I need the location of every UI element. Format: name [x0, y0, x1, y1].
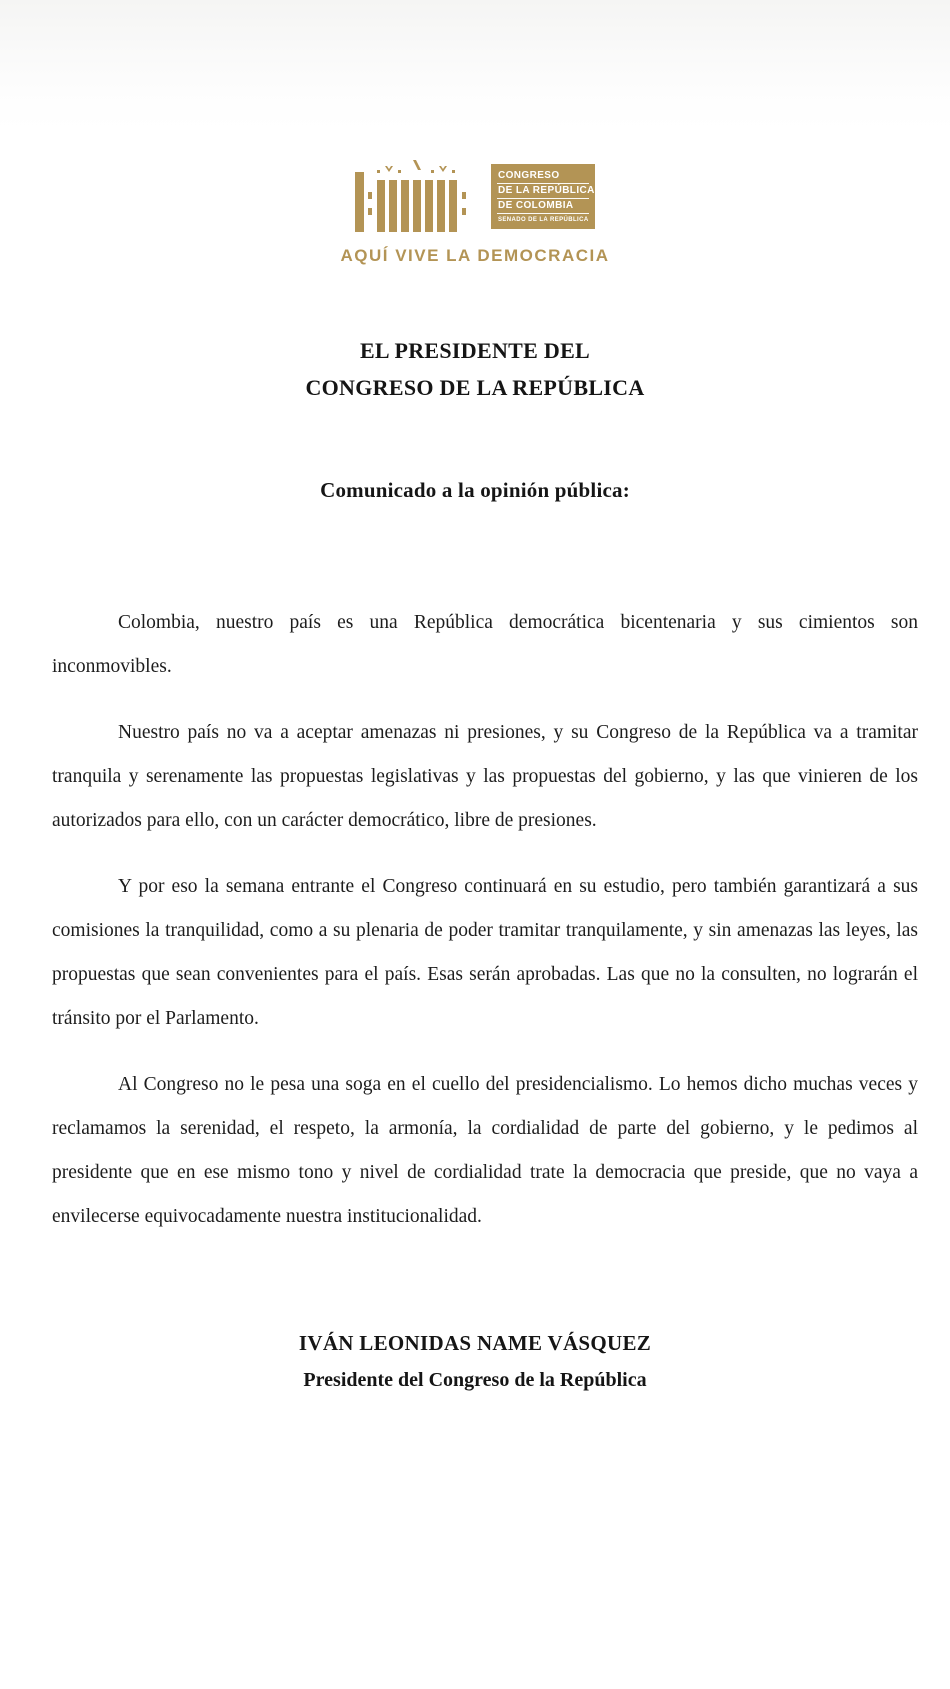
paragraph: Al Congreso no le pesa una soga en el cuello del presidencialismo. Lo hemos dicho muchas veces y reclamamos la serenidad, el respeto, la armonía, la cordialidad de parte del gobierno, y le pedimos al presidente que en ese mismo tono y nivel de cordialidad trate la democracia que preside, que no vaya a envilecerse equivocadamente nuestra institucionalidad. — [52, 1074, 918, 1227]
logo-block — [0, 0, 950, 266]
wordmark-line: DE COLOMBIA — [497, 199, 589, 214]
signature-block — [0, 1325, 950, 1399]
paragraphs — [52, 601, 918, 1239]
congress-columns-icon — [355, 158, 477, 232]
signature-name: IVÁN LEONIDAS NAME VÁSQUEZ — [298, 1331, 652, 1355]
wordmark-line: DE LA REPÚBLICA — [497, 184, 589, 199]
title-line-2: CONGRESO DE LA REPÚBLICA — [305, 375, 645, 400]
paragraph: Colombia, nuestro país es una República democrática bicentenaria y sus cimientos son inconmovibles. — [52, 612, 918, 677]
signature-title: Presidente del Congreso de la República — [303, 1369, 647, 1391]
document-title — [0, 332, 950, 406]
logo-tagline: AQUÍ VIVE LA DEMOCRACIA — [340, 246, 610, 265]
paragraph: Y por eso la semana entrante el Congreso continuará en su estudio, pero también garantizará a sus comisiones la tranquilidad, como a su plenaria de poder tramitar tranquilamente, y sin amenazas las leyes, las propuestas que sean convenientes para el país. Esas serán aprobadas. Las que no la consulten, no lograrán el tránsito por el Parlamento. — [52, 876, 918, 1029]
wordmark-line: CONGRESO — [497, 169, 589, 184]
document-subtitle: Comunicado a la opinión pública: — [320, 478, 630, 502]
congress-wordmark — [491, 164, 595, 229]
paragraph: Nuestro país no va a aceptar amenazas ni presiones, y su Congreso de la República va a tramitar tranquila y serenamente las propuestas legislativas y las propuestas del gobierno, y las que vinieren de los autorizados para ello, con un carácter democrático, libre de presiones. — [52, 722, 918, 831]
wordmark-subline: SENADO DE LA REPÚBLICA — [498, 217, 589, 223]
title-line-1: EL PRESIDENTE DEL — [359, 338, 591, 363]
